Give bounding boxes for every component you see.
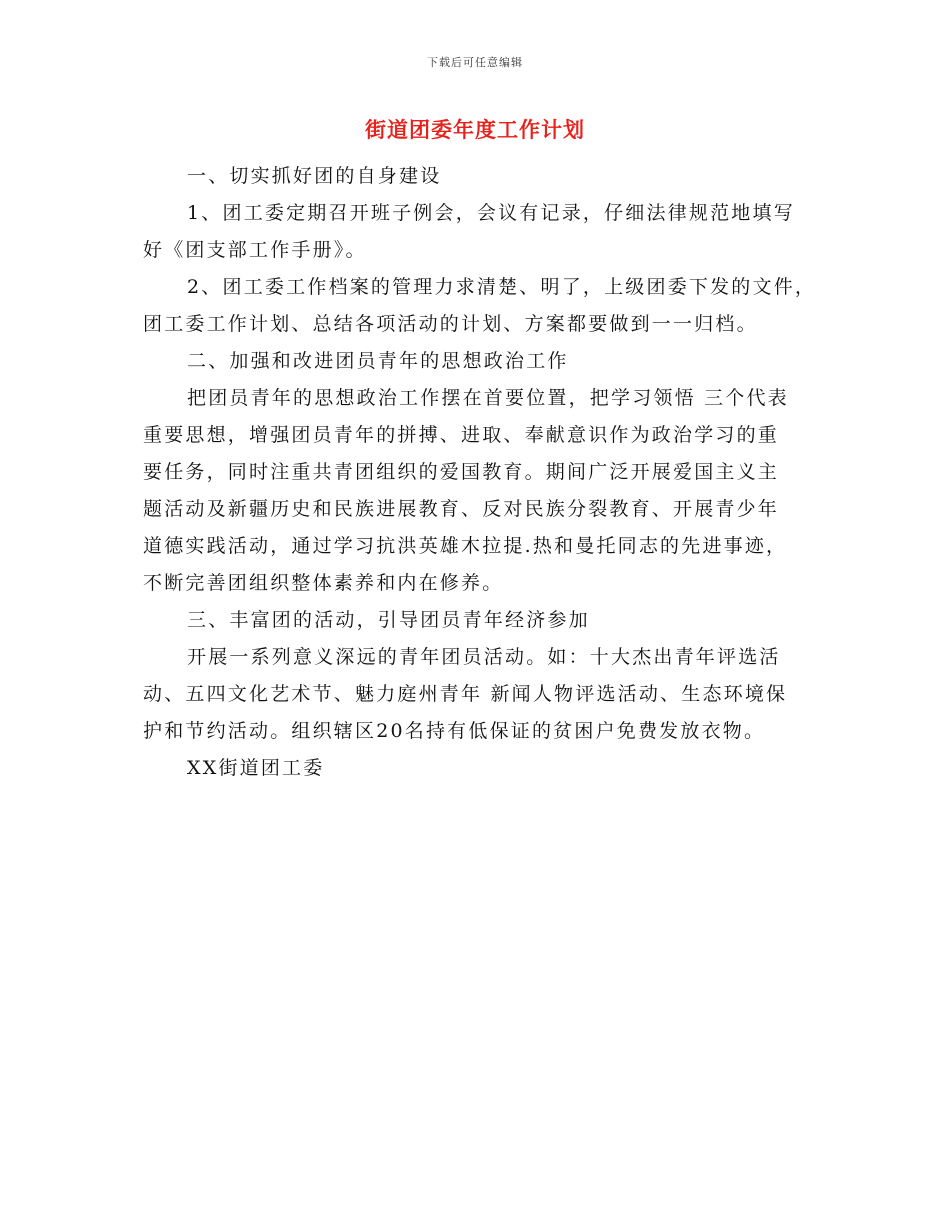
document-body bbox=[143, 158, 833, 787]
paragraph-item-1: 1、团工委定期召开班子例会，会议有记录，仔细法律规范地填写 好《团支部工作手册》。 bbox=[143, 202, 795, 261]
page-header-note: 下载后可任意编辑 bbox=[427, 56, 523, 69]
signature-line: XX街道团工委 bbox=[187, 757, 325, 779]
section-heading-3: 三、丰富团的活动，引导团员青年经济参加 bbox=[187, 609, 590, 631]
paragraph-political-work: 把团员青年的思想政治工作摆在首要位置，把学习领悟 三个代表 重要思想，增强团员青年的拼搏、进取、奉献意识作为政治学习的重 要任务，同时注重共青团组织的爱国教育。期间广泛开展爱国主义主 题活动及新疆历史和民族进展教育、反对民族分裂教育、开展青少年 道德实践活动，通过学习抗洪英雄木拉提.热和曼托同志的先进事迹， 不断完善团组织整体素养和内在修养。 bbox=[143, 387, 789, 594]
paragraph-activities: 开展一系列意义深远的青年团员活动。如：十大杰出青年评选活 动、五四文化艺术节、魅力庭州青年 新闻人物评选活动、生态环境保 护和节约活动。组织辖区20名持有低保证的贫困户免费发放衣物。 bbox=[143, 646, 788, 742]
paragraph-item-2: 2、团工委工作档案的管理力求清楚、明了，上级团委下发的文件， 团工委工作计划、总结各项活动的计划、方案都要做到一一归档。 bbox=[143, 276, 817, 335]
document-title: 街道团委年度工作计划 bbox=[365, 118, 585, 142]
section-heading-2: 二、加强和改进团员青年的思想政治工作 bbox=[187, 350, 569, 372]
section-heading-1: 一、切实抓好团的自身建设 bbox=[187, 165, 442, 187]
